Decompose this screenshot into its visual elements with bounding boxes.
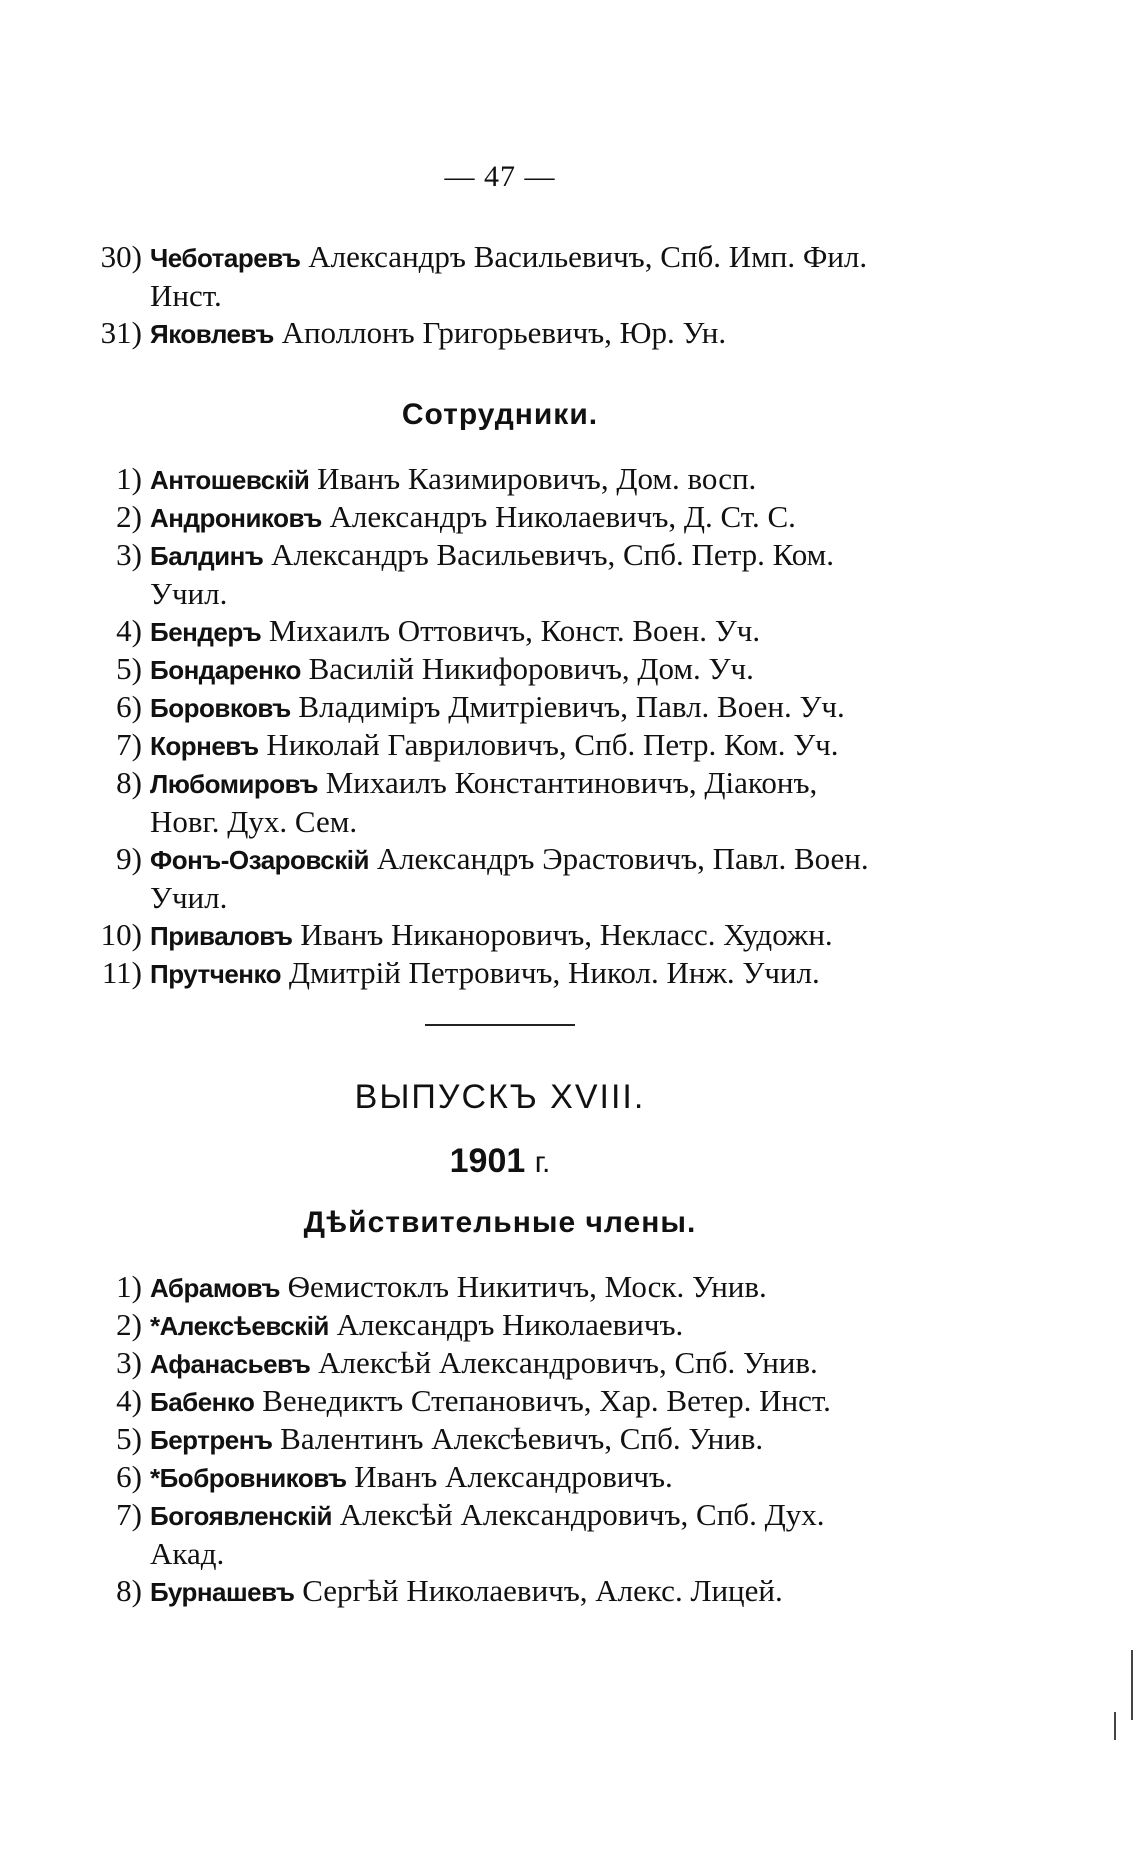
entry-text: Александръ Васильевичъ, Спб. Петр. Ком. (271, 537, 835, 572)
list-item (116, 498, 930, 537)
entry-text: Иванъ Никаноровичъ, Некласс. Художн. (300, 917, 833, 952)
entry-continuation: Учил. (150, 880, 228, 915)
entry-text: Сергѣй Николаевичъ, Алекс. Лицей. (302, 1573, 783, 1608)
entry-text: Иванъ Казимировичъ, Дом. восп. (317, 461, 757, 496)
entry-number: 4) (116, 613, 142, 648)
entry-continuation: Акад. (150, 1536, 225, 1571)
entry-surname: Прутченко (150, 959, 282, 989)
list-item (116, 650, 930, 689)
entry-surname: Бабенко (150, 1387, 255, 1417)
entry-surname: Бендеръ (150, 617, 262, 647)
entry-text: Дмитрій Петровичъ, Никол. Инж. Учил. (288, 955, 820, 990)
entry-text: Михаилъ Оттовичъ, Конст. Воен. Уч. (268, 613, 761, 648)
entry-number: 10) (100, 917, 142, 952)
list-item (100, 314, 930, 353)
entry-surname: Афанасьевъ (150, 1349, 311, 1379)
year-suffix: г. (534, 1146, 551, 1179)
entry-surname: Андрониковъ (150, 503, 322, 533)
entry-surname: Бертренъ (150, 1425, 273, 1455)
entry-surname: *Бобровниковъ (150, 1463, 347, 1493)
entry-surname: Балдинъ (150, 541, 264, 571)
entry-text: Николай Гавриловичъ, Спб. Петр. Ком. Уч. (266, 727, 839, 762)
entry-text: Василій Никифоровичъ, Дом. Уч. (308, 651, 754, 686)
list-item (116, 1572, 930, 1611)
entry-surname: *Алексѣевскій (150, 1311, 329, 1341)
list-item (116, 1306, 930, 1345)
entry-number: 1) (116, 1269, 142, 1304)
entry-continuation: Учил. (150, 576, 228, 611)
scan-edge-mark (1114, 1712, 1116, 1740)
entry-text: Алексѣй Александровичъ, Спб. Унив. (318, 1345, 818, 1380)
entry-text: Александръ Николаевичъ, Д. Ст. С. (329, 499, 796, 534)
scan-edge-mark (1131, 1650, 1133, 1720)
entry-number: 6) (116, 1459, 142, 1494)
list-item (100, 916, 930, 955)
year-number: 1901 (449, 1142, 526, 1180)
list-item (116, 1420, 930, 1459)
list-item (116, 612, 930, 651)
entry-number: 2) (116, 499, 142, 534)
list-item (116, 536, 930, 613)
entry-number: 4) (116, 1383, 142, 1418)
entry-surname: Боровковъ (150, 693, 291, 723)
entry-number: 8) (116, 1573, 142, 1608)
entry-number: 2) (116, 1307, 142, 1342)
entry-number: 5) (116, 1421, 142, 1456)
section-heading-members: Дѣйствительные члены. (303, 1206, 697, 1239)
entry-surname: Любомировъ (150, 769, 318, 799)
entry-text: Александръ Эрастовичъ, Павл. Воен. (376, 841, 869, 876)
entry-surname: Фонъ-Озаровскій (150, 845, 369, 875)
entry-number: 30) (100, 239, 142, 274)
entry-text: Венедиктъ Степановичъ, Хар. Ветер. Инст. (262, 1383, 831, 1418)
entry-surname: Бурнашевъ (150, 1577, 295, 1607)
list-item (101, 954, 930, 993)
list-item (116, 764, 930, 841)
entry-number: 8) (116, 765, 142, 800)
list-item (116, 1458, 930, 1497)
issue-year (0, 1142, 1000, 1181)
section-heading-staff: Сотрудники. (401, 398, 599, 431)
entry-text: Александръ Николаевичъ. (336, 1307, 684, 1342)
entry-surname: Бондаренко (150, 655, 301, 685)
list-item (100, 238, 930, 315)
entry-surname: Абрамовъ (150, 1273, 280, 1303)
entry-number: 5) (116, 651, 142, 686)
list-item (116, 840, 930, 917)
entry-surname: Приваловъ (150, 921, 293, 951)
list-item (116, 726, 930, 765)
entry-text: Алексѣй Александровичъ, Спб. Дух. (339, 1497, 825, 1532)
issue-title: ВЫПУСКЪ XVIII. (354, 1078, 646, 1116)
entry-text: Александръ Васильевичъ, Спб. Имп. Фил. (308, 239, 868, 274)
entry-number: 7) (116, 727, 142, 762)
page-number: — 47 — (444, 160, 556, 193)
list-item (116, 460, 930, 499)
list-item (116, 1382, 930, 1421)
entry-text: Ѳемистоклъ Никитичъ, Моск. Унив. (287, 1269, 767, 1304)
entry-continuation: Инст. (150, 278, 222, 313)
entry-surname: Антошевскій (150, 465, 310, 495)
list-item (116, 1344, 930, 1383)
list-item (116, 688, 930, 727)
entry-number: 9) (116, 841, 142, 876)
entry-number: 1) (116, 461, 142, 496)
entry-text: Аполлонъ Григорьевичъ, Юр. Ун. (281, 315, 727, 350)
entry-text: Иванъ Александровичъ. (354, 1459, 673, 1494)
divider-rule (425, 1024, 575, 1026)
entry-surname: Чеботаревъ (150, 243, 301, 273)
entry-text: Михаилъ Константиновичъ, Діаконъ, (325, 765, 818, 800)
entry-continuation: Новг. Дух. Сем. (150, 804, 358, 839)
entry-number: 6) (116, 689, 142, 724)
entry-number: 7) (116, 1497, 142, 1532)
entry-surname: Корневъ (150, 731, 259, 761)
entry-number: 3) (116, 1345, 142, 1380)
entry-number: 11) (101, 955, 142, 990)
entry-surname: Богоявленскій (150, 1501, 332, 1531)
entry-number: 31) (100, 315, 142, 350)
entry-text: Валентинъ Алексѣевичъ, Спб. Унив. (280, 1421, 764, 1456)
entry-number: 3) (116, 537, 142, 572)
entry-surname: Яковлевъ (150, 319, 274, 349)
list-item (116, 1268, 930, 1307)
list-item (116, 1496, 930, 1573)
entry-text: Владиміръ Дмитріевичъ, Павл. Воен. Уч. (298, 689, 845, 724)
